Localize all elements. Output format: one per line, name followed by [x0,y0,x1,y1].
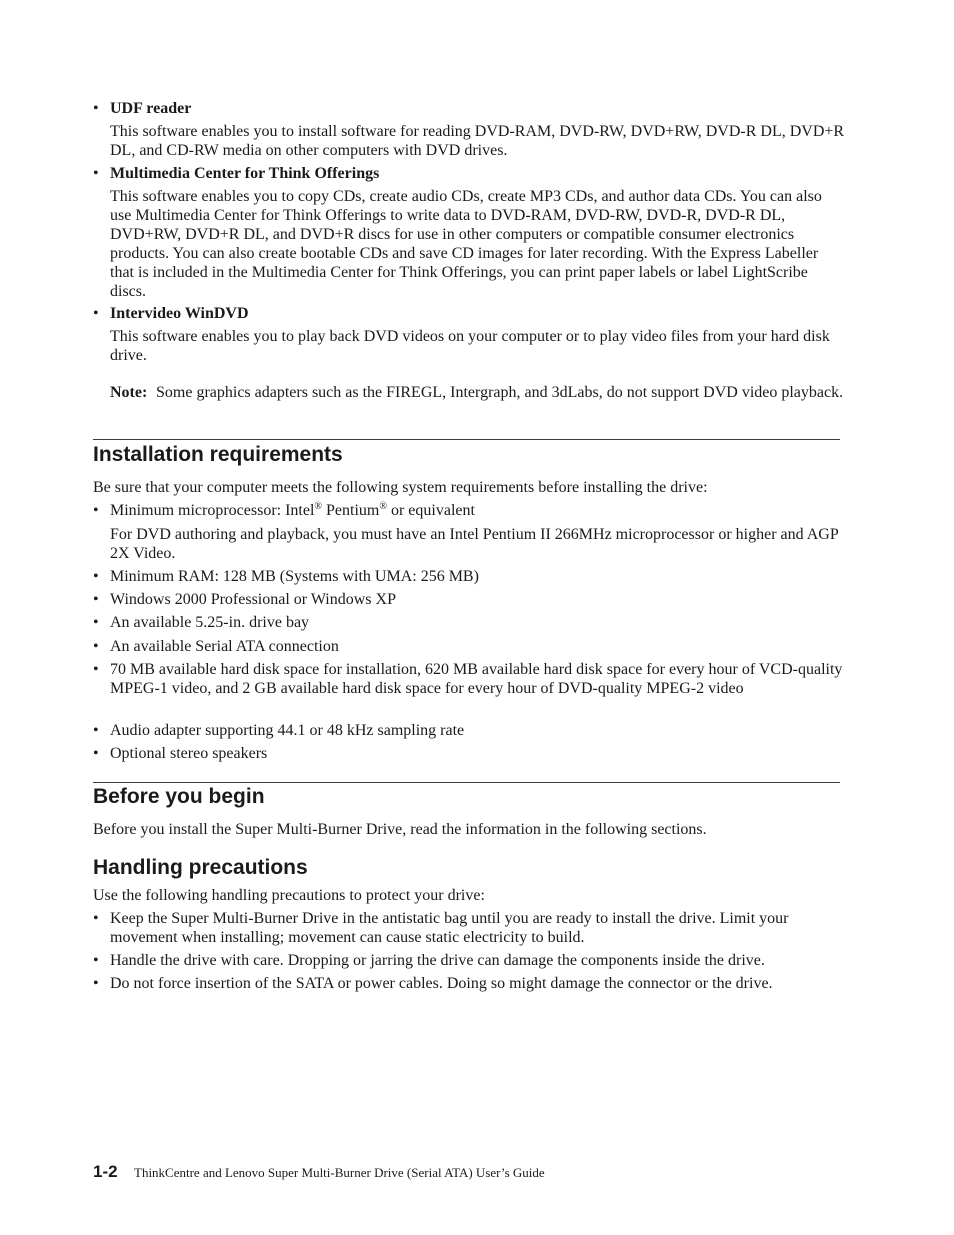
requirement-processor-detail: For DVD authoring and playback, you must have an Intel Pentium II 266MHz microprocessor or higher and AGP 2X Video. [110,526,839,562]
list-bullet: • [93,305,99,322]
registered-mark: ® [379,501,387,512]
windvd-description: This software enables you to play back DVD videos on your computer or to play video files from your hard disk drive. [110,328,830,364]
requirement-processor-text: Pentium [322,502,380,519]
note-label: Note: [110,384,148,401]
before-begin-heading: Before you begin [93,785,265,808]
list-bullet: • [93,975,99,992]
section-rule [93,782,840,783]
footer-title: ThinkCentre and Lenovo Super Multi-Burner Drive (Serial ATA) User’s Guide [134,1165,545,1180]
udf-reader-title: UDF reader [110,100,192,117]
section-rule [93,439,840,440]
list-bullet: • [93,568,99,585]
list-bullet: • [93,661,99,678]
list-bullet: • [93,952,99,969]
requirement-item: Optional stereo speakers [110,745,268,762]
list-bullet: • [93,165,99,182]
requirement-item: Minimum RAM: 128 MB (Systems with UMA: 256 MB) [110,568,479,585]
handling-intro: Use the following handling precautions to protect your drive: [93,887,485,904]
multimedia-center-title: Multimedia Center for Think Offerings [110,165,380,182]
list-bullet: • [93,910,99,927]
multimedia-center-description: This software enables you to copy CDs, create audio CDs, create MP3 CDs, and author data CDs. You can also use Multimedia Center for Think Offerings to write data to DVD-RAM, DVD-RW, DVD-R, DVD-R DL, DVD+RW, DVD+R DL, and DVD+R discs for use in other computers or compatible consumer electronics products. You can also create bootable CDs and save CD images for later recording. With the Express Labeller that is included in the Multimedia Center for Think Offerings, you can print paper labels or label LightScribe discs. [110,188,822,300]
requirement-item: 70 MB available hard disk space for installation, 620 MB available hard disk space for every hour of VCD-quality MPEG-1 video, and 2 GB available hard disk space for every hour of DVD-quality MPEG-2 video [110,661,843,697]
precaution-item: Handle the drive with care. Dropping or jarring the drive can damage the components inside the drive. [110,952,765,969]
list-bullet: • [93,502,99,519]
list-bullet: • [93,591,99,608]
registered-mark: ® [314,501,323,512]
before-begin-text: Before you install the Super Multi-Burner Drive, read the information in the following sections. [93,821,707,838]
requirement-processor-text: Minimum microprocessor: Intel [110,502,315,519]
list-bullet: • [93,614,99,631]
requirement-item: An available 5.25-in. drive bay [110,614,310,631]
installation-heading: Installation requirements [93,443,343,466]
requirement-item: Audio adapter supporting 44.1 or 48 kHz sampling rate [110,722,465,739]
handling-heading: Handling precautions [93,856,308,879]
list-bullet: • [93,100,99,117]
precaution-item: Do not force insertion of the SATA or power cables. Doing so might damage the connector or the drive. [110,975,773,992]
requirement-processor-text: or equivalent [386,502,475,519]
windvd-title: Intervideo WinDVD [110,305,249,322]
page-number: 1-2 [93,1162,118,1181]
udf-reader-description: This software enables you to install software for reading DVD-RAM, DVD-RW, DVD+RW, DVD-R DL, DVD+R DL, and CD-RW media on other computers with DVD drives. [110,123,845,159]
requirement-item: An available Serial ATA connection [110,638,339,655]
list-bullet: • [93,638,99,655]
note-text: Some graphics adapters such as the FIREGL, Intergraph, and 3dLabs, do not support DVD video playback. [156,384,844,401]
requirement-processor [110,501,845,520]
list-bullet: • [93,722,99,739]
precaution-item: Keep the Super Multi-Burner Drive in the antistatic bag until you are ready to install the drive. Limit your movement when installing; movement can cause static electricity to build. [110,910,789,946]
installation-intro: Be sure that your computer meets the following system requirements before installing the drive: [93,479,708,496]
requirement-item: Windows 2000 Professional or Windows XP [110,591,396,608]
list-bullet: • [93,745,99,762]
